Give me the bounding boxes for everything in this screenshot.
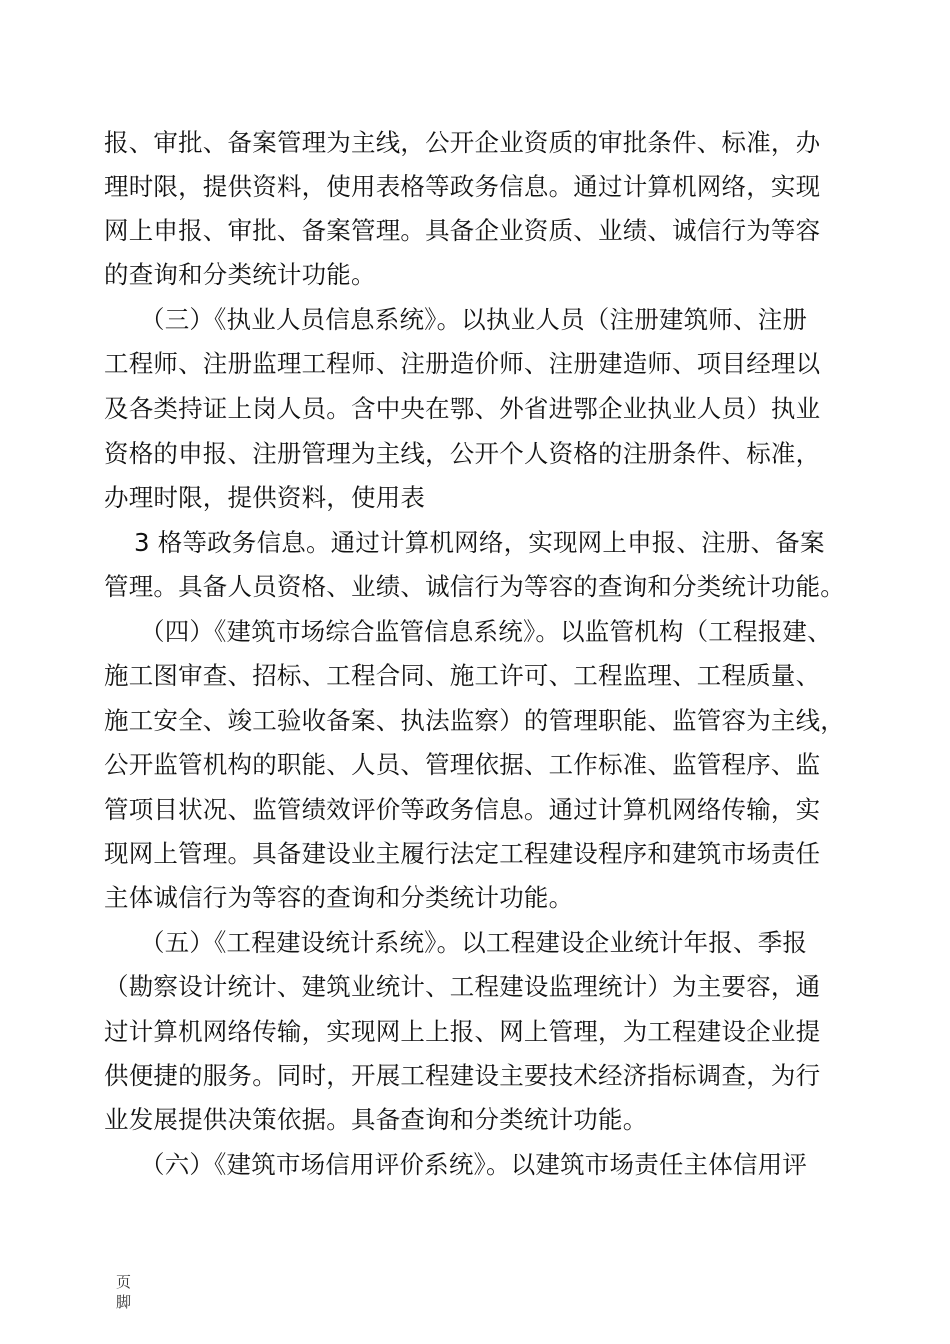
text-line: 及各类持证上岗人员。含中央在鄂、外省进鄂企业执业人员）执业 [104, 394, 821, 423]
text-line: 网上申报、审批、备案管理。具备企业资质、业绩、诚信行为等容 [104, 216, 821, 245]
text-line: 工程师、注册监理工程师、注册造价师、注册建造师、项目经理以 [104, 349, 821, 378]
text-line: 施工安全、竣工验收备案、执法监察）的管理职能、监管容为主线， [104, 706, 845, 735]
text-line: 报、审批、备案管理为主线，公开企业资质的审批条件、标准，办 [104, 128, 821, 157]
paragraph-heading-6: （六）《建筑市场信用评价系统》。以建筑市场责任主体信用评 [140, 1150, 808, 1179]
page-footer [116, 1272, 134, 1312]
footer-char: 脚 [116, 1293, 132, 1311]
text-line: 施工图审查、招标、工程合同、施工许可、工程监理、工程质量、 [104, 661, 821, 690]
text-line: 管理。具备人员资格、业绩、诚信行为等容的查询和分类统计功能。 [104, 572, 845, 601]
text-line: 公开监管机构的职能、人员、管理依据、工作标准、监管程序、监 [104, 750, 821, 779]
text-line: 业发展提供决策依据。具备查询和分类统计功能。 [104, 1105, 648, 1134]
footer-char: 页 [116, 1273, 132, 1291]
text-line: 主体诚信行为等容的查询和分类统计功能。 [104, 883, 574, 912]
paragraph-heading-5: （五）《工程建设统计系统》。以工程建设企业统计年报、季报 [140, 928, 808, 957]
paragraph-heading-3: （三）《执业人员信息系统》。以执业人员（注册建筑师、注册 [140, 305, 808, 334]
text-line: 的查询和分类统计功能。 [104, 260, 376, 289]
text-line: （勘察设计统计、建筑业统计、工程建设监理统计）为主要容，通 [104, 972, 821, 1001]
text-line: 管项目状况、监管绩效评价等政务信息。通过计算机网络传输，实 [104, 795, 821, 824]
paragraph-heading-4: （四）《建筑市场综合监管信息系统》。以监管机构（工程报建、 [140, 617, 832, 646]
text-line: 供便捷的服务。同时，开展工程建设主要技术经济指标调查，为行 [104, 1061, 821, 1090]
text-line: 资格的申报、注册管理为主线，公开个人资格的注册条件、标准， [104, 439, 821, 468]
text-line: 过计算机网络传输，实现网上上报、网上管理，为工程建设企业提 [104, 1017, 821, 1046]
text-line: 理时限，提供资料，使用表格等政务信息。通过计算机网络，实现 [104, 172, 821, 201]
text-line: 办理时限，提供资料，使用表 [104, 483, 426, 512]
text-line-page-number: 3 格等政务信息。通过计算机网络，实现网上申报、注册、备案 [134, 528, 825, 557]
text-line: 现网上管理。具备建设业主履行法定工程建设程序和建筑市场责任 [104, 839, 821, 868]
